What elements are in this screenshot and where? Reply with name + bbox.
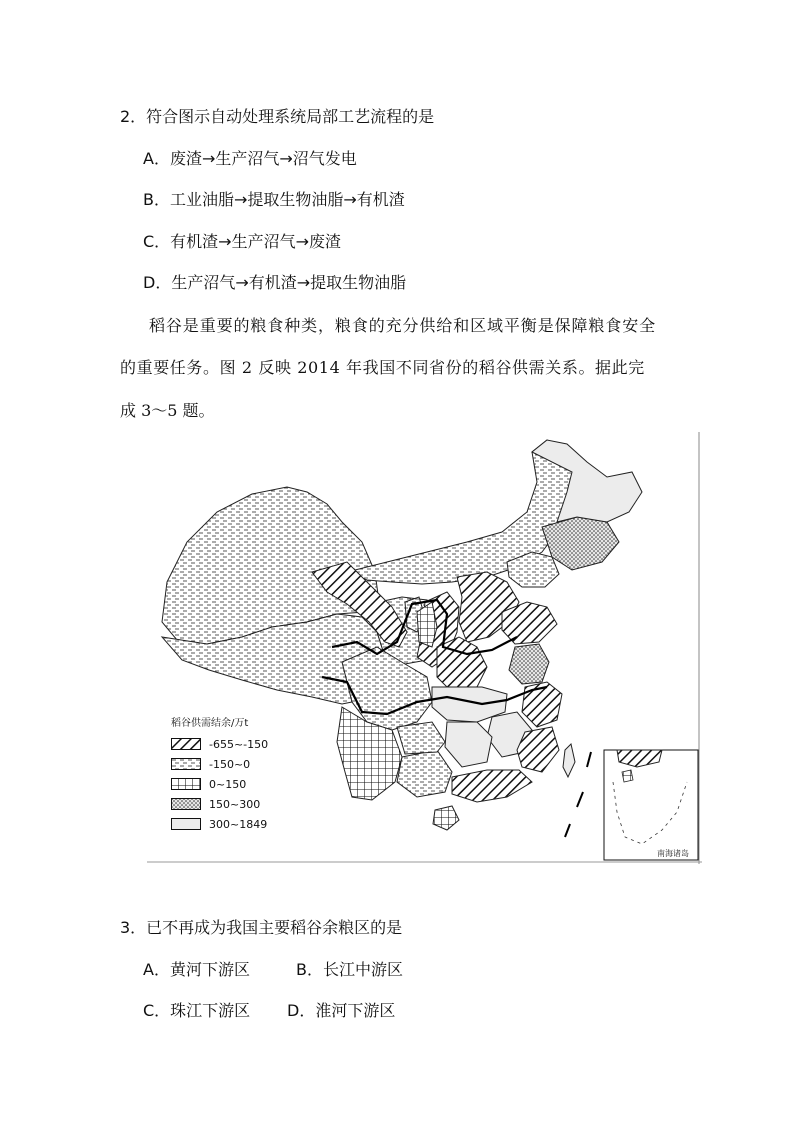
legend-item bbox=[171, 774, 281, 794]
region-jiangsu bbox=[509, 644, 549, 684]
legend-label: 150~300 bbox=[209, 797, 261, 811]
legend-label: -150~0 bbox=[209, 757, 251, 771]
region-hainan bbox=[433, 806, 459, 830]
legend-label: 0~150 bbox=[209, 777, 247, 791]
region-guangxi bbox=[397, 750, 452, 797]
question-2-option-a: A．废渣→生产沼气→沼气发电 bbox=[143, 149, 357, 168]
inset-label: 南海诸岛 bbox=[657, 849, 689, 858]
question-3-option-d: D．淮河下游区 bbox=[287, 1001, 396, 1020]
region-henan bbox=[437, 637, 487, 692]
region-shandong bbox=[502, 602, 557, 644]
question-3-stem: 3．已不再成为我国主要稻谷余粮区的是 bbox=[120, 918, 403, 937]
passage-line-1: 稻谷是重要的粮食种类，粮食的充分供给和区域平衡是保障粮食安全 bbox=[149, 316, 657, 335]
passage-line-2: 的重要任务。图 2 反映 2014 年我国不同省份的稻谷供需关系。据此完 bbox=[120, 358, 645, 377]
question-3-option-a: A．黄河下游区 bbox=[143, 960, 250, 979]
question-3-option-b: B．长江中游区 bbox=[296, 960, 403, 979]
legend-title: 稻谷供需结余/万t bbox=[171, 718, 249, 729]
legend-item bbox=[171, 754, 281, 774]
legend-item bbox=[171, 814, 281, 834]
legend-item bbox=[171, 794, 281, 814]
passage-line-3: 成 3～5 题。 bbox=[120, 401, 215, 420]
sea-boundary-mark bbox=[565, 824, 570, 837]
question-3-option-c: C．珠江下游区 bbox=[143, 1001, 251, 1020]
region-hunan bbox=[445, 722, 492, 767]
legend-item bbox=[171, 734, 281, 754]
inset-hainan bbox=[622, 770, 633, 782]
region-guizhou bbox=[397, 722, 445, 754]
question-2-option-c: C．有机渣→生产沼气→废渣 bbox=[143, 232, 341, 251]
region-guangdong bbox=[452, 770, 532, 802]
legend-label: 300~1849 bbox=[209, 817, 268, 831]
question-2-option-d: D．生产沼气→有机渣→提取生物油脂 bbox=[143, 273, 407, 292]
sea-boundary-mark bbox=[577, 792, 583, 807]
south-sea-inset bbox=[604, 750, 698, 860]
legend-label: -655~-150 bbox=[209, 737, 269, 751]
map-legend bbox=[171, 714, 281, 834]
question-2-option-b: B．工业油脂→提取生物油脂→有机渣 bbox=[143, 190, 405, 209]
rice-supply-demand-map bbox=[147, 432, 702, 864]
question-2-stem: 2．符合图示自动处理系统局部工艺流程的是 bbox=[120, 107, 435, 126]
sea-boundary-mark bbox=[587, 752, 591, 767]
region-taiwan bbox=[563, 744, 575, 777]
